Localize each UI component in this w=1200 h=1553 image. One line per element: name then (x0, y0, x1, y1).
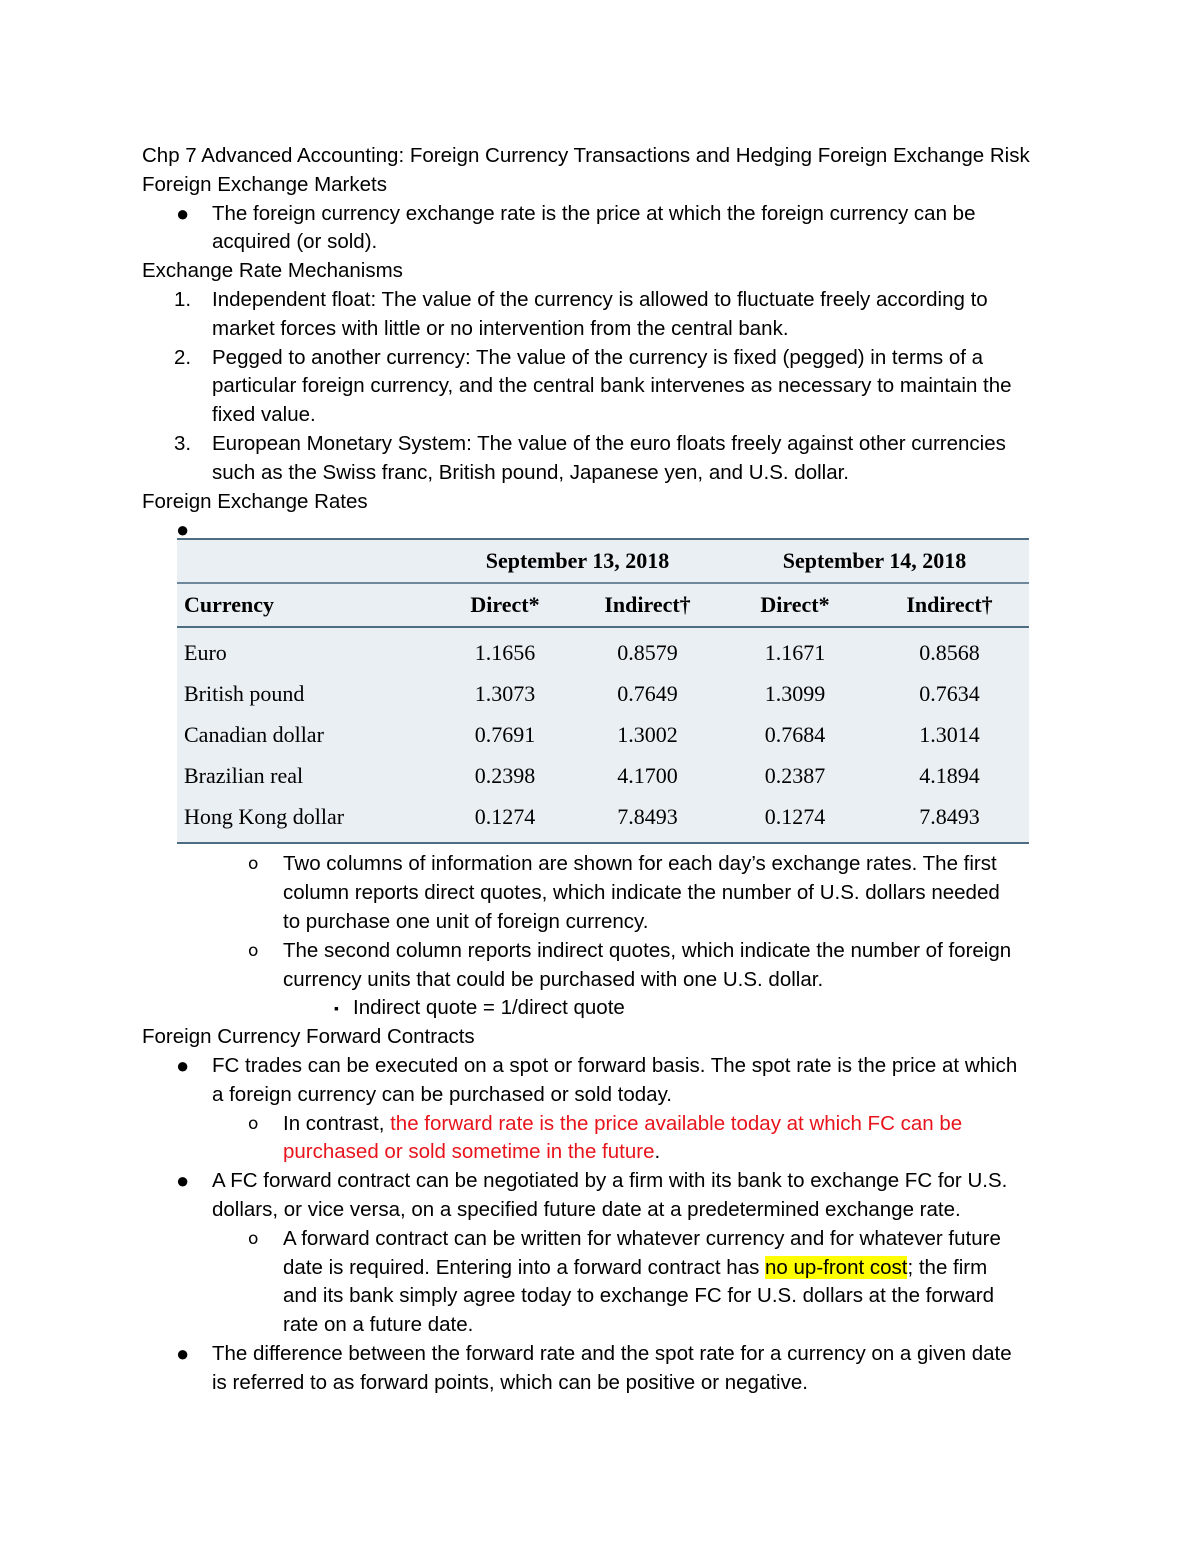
table-cell: 4.1894 (919, 763, 980, 789)
table-cell: 1.3014 (919, 722, 980, 748)
table-row (177, 627, 1029, 674)
table-cell: 0.2398 (474, 763, 536, 789)
numbered-item: 1. Independent float: The value of the currency is allowed to fluctuate freely according to market forces with little or no intervention from the central bank. (174, 287, 988, 340)
table-cell: 0.7684 (764, 722, 826, 748)
table-row (177, 797, 1029, 843)
table-cell: 7.8493 (919, 804, 980, 830)
sub-list-item: o The second column reports indirect quotes, which indicate the number of foreign currency units that could be purchased with one U.S. dollar. (248, 938, 1012, 991)
table-cell: 1.1656 (474, 640, 536, 666)
bullet-icon: ● (176, 1340, 190, 1366)
table-cell: 0.8579 (617, 640, 678, 666)
table-cell: 0.7649 (617, 681, 678, 707)
table-cell: 7.8493 (617, 804, 678, 830)
table-cell: 0.2387 (764, 763, 826, 789)
sub-list-item: o In contrast, the forward rate is the price available today at which FC can be purchased or sold sometime in the future. (248, 1111, 963, 1164)
exchange-rate-table (177, 538, 1029, 844)
emphasis-text: purchased or sold sometime in the future (283, 1140, 655, 1164)
item-number: 2. (174, 345, 192, 369)
column-header: Direct* (720, 583, 870, 627)
bullet-icon: ● (176, 1168, 190, 1194)
highlighted-text: no up-front cost (765, 1255, 908, 1279)
item-number: 3. (174, 431, 192, 455)
table-cell: 0.8568 (919, 640, 980, 666)
circle-bullet-icon: o (248, 1228, 259, 1249)
table-row (177, 715, 1029, 756)
table-cell: 0.1274 (474, 804, 536, 830)
table-cell: 0.1274 (764, 804, 826, 830)
sub-sub-list-item: ▪ Indirect quote = 1/direct quote (142, 994, 1072, 1023)
heading-exchange-rate-mechanisms: Exchange Rate Mechanisms (142, 259, 403, 283)
exchange-rate-table-figure (177, 538, 1029, 844)
table-cell: Brazilian real (184, 763, 304, 789)
numbered-item: 2. Pegged to another currency: The value of the currency is fixed (pegged) in terms of a particular foreign currency, and the central bank intervenes as necessary to maintain the fixed value. (174, 345, 1012, 427)
item-number: 1. (174, 287, 192, 311)
document-title: Chp 7 Advanced Accounting: Foreign Currency Transactions and Hedging Foreign Exchange Risk (142, 144, 1030, 167)
date-header: September 13, 2018 (435, 539, 720, 583)
table-cell: 1.3073 (474, 681, 536, 707)
circle-bullet-icon: o (248, 940, 259, 961)
table-cell: 4.1700 (617, 763, 678, 789)
sub-list-item: o Two columns of information are shown for each day’s exchange rates. The first column reports direct quotes, which indicate the number of U.S. dollars needed to purchase one unit of foreign currency. (248, 852, 1000, 933)
table-cell: Euro (184, 640, 227, 666)
document-body (142, 142, 1072, 1398)
heading-foreign-exchange-markets: Foreign Exchange Markets (142, 172, 387, 196)
numbered-item: 3. European Monetary System: The value of the euro floats freely against other currencies such as the Swiss franc, British pound, Japanese yen, and U.S. dollar. (174, 431, 1006, 484)
heading-forward-contracts: Foreign Currency Forward Contracts (142, 1025, 475, 1049)
table-cell: 0.7691 (474, 722, 536, 748)
list-item (142, 516, 1072, 543)
circle-bullet-icon: o (248, 1113, 259, 1134)
list-item: ● FC trades can be executed on a spot or forward basis. The spot rate is the price at which a foreign currency can be purchased or sold today. (176, 1052, 1018, 1106)
sub-list-item: o A forward contract can be written for whatever currency and for whatever future date is required. Entering into a forward contract has no up-front cost; the firm and its bank simply agree today to exchange FC for U.S. dollars at the forward rate on a future date. (248, 1226, 1001, 1337)
column-header: Indirect† (870, 583, 1029, 627)
table-cell: 1.1671 (764, 640, 826, 666)
square-bullet-icon: ▪ (334, 1000, 339, 1017)
column-header: Direct* (435, 583, 575, 627)
table-row (177, 756, 1029, 797)
table-row (177, 674, 1029, 715)
table-cell: 1.3002 (617, 722, 678, 748)
column-header: Currency (177, 583, 435, 627)
bullet-icon: ● (176, 200, 190, 226)
list-item: ● A FC forward contract can be negotiated by a firm with its bank to exchange FC for U.S. dollars, or vice versa, on a specified future date at a predetermined exchange rate. (176, 1168, 1008, 1221)
emphasis-text: the forward rate is the price available today at which FC can be (390, 1111, 963, 1135)
table-cell: Hong Kong dollar (184, 804, 345, 830)
heading-foreign-exchange-rates: Foreign Exchange Rates (142, 489, 368, 513)
bullet-icon: ● (176, 517, 190, 543)
table-cell: 0.7634 (919, 681, 980, 707)
column-header: Indirect† (575, 583, 720, 627)
table-cell: 1.3099 (764, 681, 826, 707)
table-cell: British pound (184, 681, 305, 707)
bullet-icon: ● (176, 1052, 190, 1078)
circle-bullet-icon: o (248, 854, 259, 875)
list-item: ● The foreign currency exchange rate is the price at which the foreign currency can be acquired (or sold). (176, 200, 976, 254)
list-item: ● The difference between the forward rate and the spot rate for a currency on a given date is referred to as forward points, which can be positive or negative. (176, 1340, 1012, 1394)
table-cell: Canadian dollar (184, 722, 324, 748)
date-header: September 14, 2018 (720, 539, 1029, 583)
